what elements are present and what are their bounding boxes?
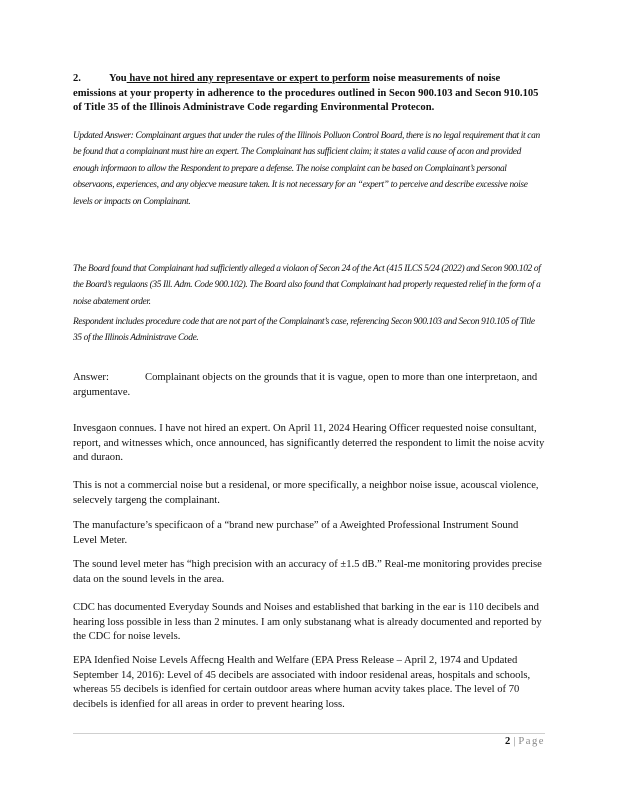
respondent-note-paragraph: Respondent includes procedure code that are not part of the Complainant’s case, referencing Secon 900.103 and Secon 910.105 of Title 35 of the Illinois Administrave Code. [73,317,535,344]
question-underlined-text: have not hired any representave or expert to perform [126,73,370,84]
footer-separator: | [513,736,516,747]
cdc-paragraph: CDC has documented Everyday Sounds and Noises and established that barking in the ear is 110 decibels and hearing loss possible in less than 2 minutes. I am only substanang what is already documented and reported by the CDC for noise levels. [73,602,542,643]
answer-label: Answer: [73,372,109,383]
manufacturer-spec-paragraph: The manufacture’s specificaon of a “brand new purchase” of a Aweighted Professional Instrument Sound Level Meter. [73,520,519,546]
question-heading [73,72,545,116]
board-finding-paragraph: The Board found that Complainant had sufficiently alleged a violaon of Secon 24 of the Act (415 ILCS 5/24 (2022) and Secon 900.102 of the Board’s regulaons (35 Ill. Adm. Code 900.102). The Board also found that Complainant had properly requested relief in the form of a noise abatement order. [73,264,541,307]
answer-paragraph [73,371,545,400]
question-lead: You [109,73,127,84]
question-rest-text: noise measurements of noise emissions at your property in adherence to the procedures outlined in Secon 900.103 and Secon 910.105 of Title 35 of the Illinois Administrave Code regarding Environmental Protecon. [73,73,539,113]
answer-text: Complainant objects on the grounds that it is vague, open to more than one interpretaon, and argumentave. [73,372,538,398]
updated-answer-paragraph [73,128,545,210]
page-label: Page [518,736,545,747]
sound-meter-paragraph: The sound level meter has “high precision with an accuracy of ±1.5 dB.” Real-me monitoring provides precise data on the sound levels in the area. [73,559,542,585]
updated-answer-text: Complainant argues that under the rules of the Illinois Polluon Control Board, there is no legal requirement that it can be found that a complainant must hire an expert. The Complainant has sufficient claim; it states a valid cause of acon and provided enough informaon to allow the Respondent to prepare a defense. The noise complaint can be based on Complainant’s personal observaons, experiences, and any objecve measure taken. It is not necessary for an “expert” to perceive and describe excessive noise levels or impacts on Complainant. [73,131,540,207]
investigation-paragraph: Invesgaon connues. I have not hired an expert. On April 11, 2024 Hearing Officer requested noise consultant, report, and witnesses which, once announced, has significantly deterred the respondent to limit the noise acvity and duraon. [73,423,545,464]
epa-paragraph: EPA Idenfied Noise Levels Affecng Health and Welfare (EPA Press Release – April 2, 1974 and Updated September 14, 2016): Level of 45 decibels are associated with indoor residenal areas, hospitals and schools, whereas 55 decibels is idenfied for certain outdoor areas where human acvity takes place. The level of 70 decibels is idenfied for all areas in order to prevent hearing loss. [73,655,531,710]
page-footer [505,736,545,747]
residential-noise-paragraph: This is not a commercial noise but a residenal, or more specifically, a neighbor noise issue, acouscal violence, selecvely targeng the complainant. [73,480,539,506]
question-number: 2. [73,73,81,84]
page-number: 2 [504,736,511,747]
footer-divider [73,733,545,734]
updated-answer-label: Updated Answer: [73,131,134,141]
